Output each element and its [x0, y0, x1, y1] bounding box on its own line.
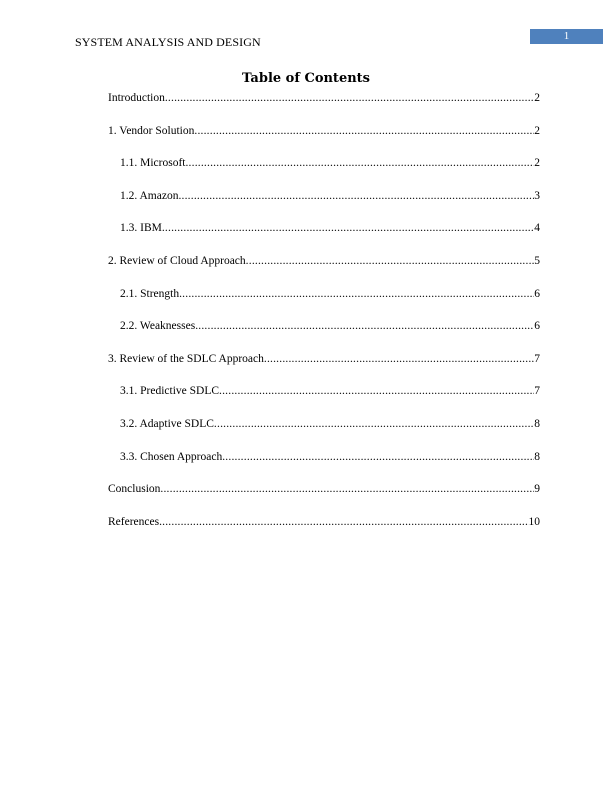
dot-leader: [219, 383, 534, 399]
toc-entry-amazon[interactable]: [108, 188, 540, 221]
dot-leader: [264, 351, 534, 367]
toc-entry-label: References: [108, 515, 160, 528]
running-head: SYSTEM ANALYSIS AND DESIGN: [75, 35, 261, 49]
dot-leader: [159, 514, 528, 530]
toc-entry-page: 7: [534, 385, 540, 398]
toc-entry-page: 3: [534, 189, 540, 202]
toc-entry-label: 1.3. IBM: [120, 222, 162, 235]
toc-entry-label: 2.1. Strength: [120, 287, 180, 300]
toc-entry-page: 2: [534, 157, 540, 170]
toc-entry-page: 4: [534, 222, 540, 235]
dot-leader: [194, 123, 534, 139]
toc-entry-review-sdlc-approach[interactable]: [108, 351, 540, 384]
toc-entry-label: Conclusion: [108, 483, 161, 496]
toc-entry-page: 8: [534, 450, 540, 463]
toc-entry-label: 3. Review of the SDLC Approach: [108, 352, 264, 365]
dot-leader: [162, 220, 534, 236]
table-of-contents: [108, 90, 540, 546]
toc-entry-weaknesses[interactable]: [108, 318, 540, 351]
toc-entry-vendor-solution[interactable]: [108, 123, 540, 156]
dot-leader: [214, 416, 534, 432]
toc-entry-adaptive-sdlc[interactable]: [108, 416, 540, 449]
dot-leader: [246, 253, 535, 269]
toc-entry-page: 6: [534, 320, 540, 333]
toc-entry-references[interactable]: [108, 514, 540, 547]
page-number: 1: [530, 29, 603, 44]
toc-entry-label: 3.1. Predictive SDLC: [120, 385, 220, 398]
toc-entry-strength[interactable]: [108, 286, 540, 319]
toc-entry-page: 8: [534, 417, 540, 430]
dot-leader: [178, 188, 534, 204]
toc-entry-review-cloud-approach[interactable]: [108, 253, 540, 286]
dot-leader: [185, 155, 534, 171]
toc-entry-label: Introduction: [108, 92, 165, 104]
dot-leader: [222, 449, 534, 465]
toc-entry-label: 2. Review of Cloud Approach: [108, 254, 246, 267]
toc-entry-label: 1.2. Amazon: [120, 189, 179, 202]
toc-entry-ibm[interactable]: [108, 220, 540, 253]
toc-entry-label: 3.2. Adaptive SDLC: [120, 417, 214, 430]
toc-entry-page: 5: [534, 254, 540, 267]
toc-entry-page: 9: [534, 483, 540, 496]
dot-leader: [195, 318, 534, 334]
toc-entry-label: 1.1. Microsoft: [120, 157, 186, 170]
toc-entry-page: 6: [534, 287, 540, 300]
toc-entry-label: 3.3. Chosen Approach: [120, 450, 223, 463]
toc-entry-page: 7: [534, 352, 540, 365]
toc-entry-predictive-sdlc[interactable]: [108, 383, 540, 416]
toc-entry-chosen-approach[interactable]: [108, 449, 540, 482]
toc-entry-page: 10: [528, 515, 540, 528]
toc-entry-page: 2: [534, 92, 540, 104]
toc-entry-microsoft[interactable]: [108, 155, 540, 188]
toc-entry-label: 1. Vendor Solution: [108, 124, 195, 137]
toc-title: Table of Contents: [242, 71, 370, 86]
dot-leader: [165, 90, 534, 106]
toc-entry-page: 2: [534, 124, 540, 137]
toc-entry-introduction[interactable]: [108, 90, 540, 123]
toc-entry-label: 2.2. Weaknesses: [120, 320, 196, 333]
dot-leader: [179, 286, 534, 302]
dot-leader: [160, 481, 534, 497]
toc-entry-conclusion[interactable]: [108, 481, 540, 514]
